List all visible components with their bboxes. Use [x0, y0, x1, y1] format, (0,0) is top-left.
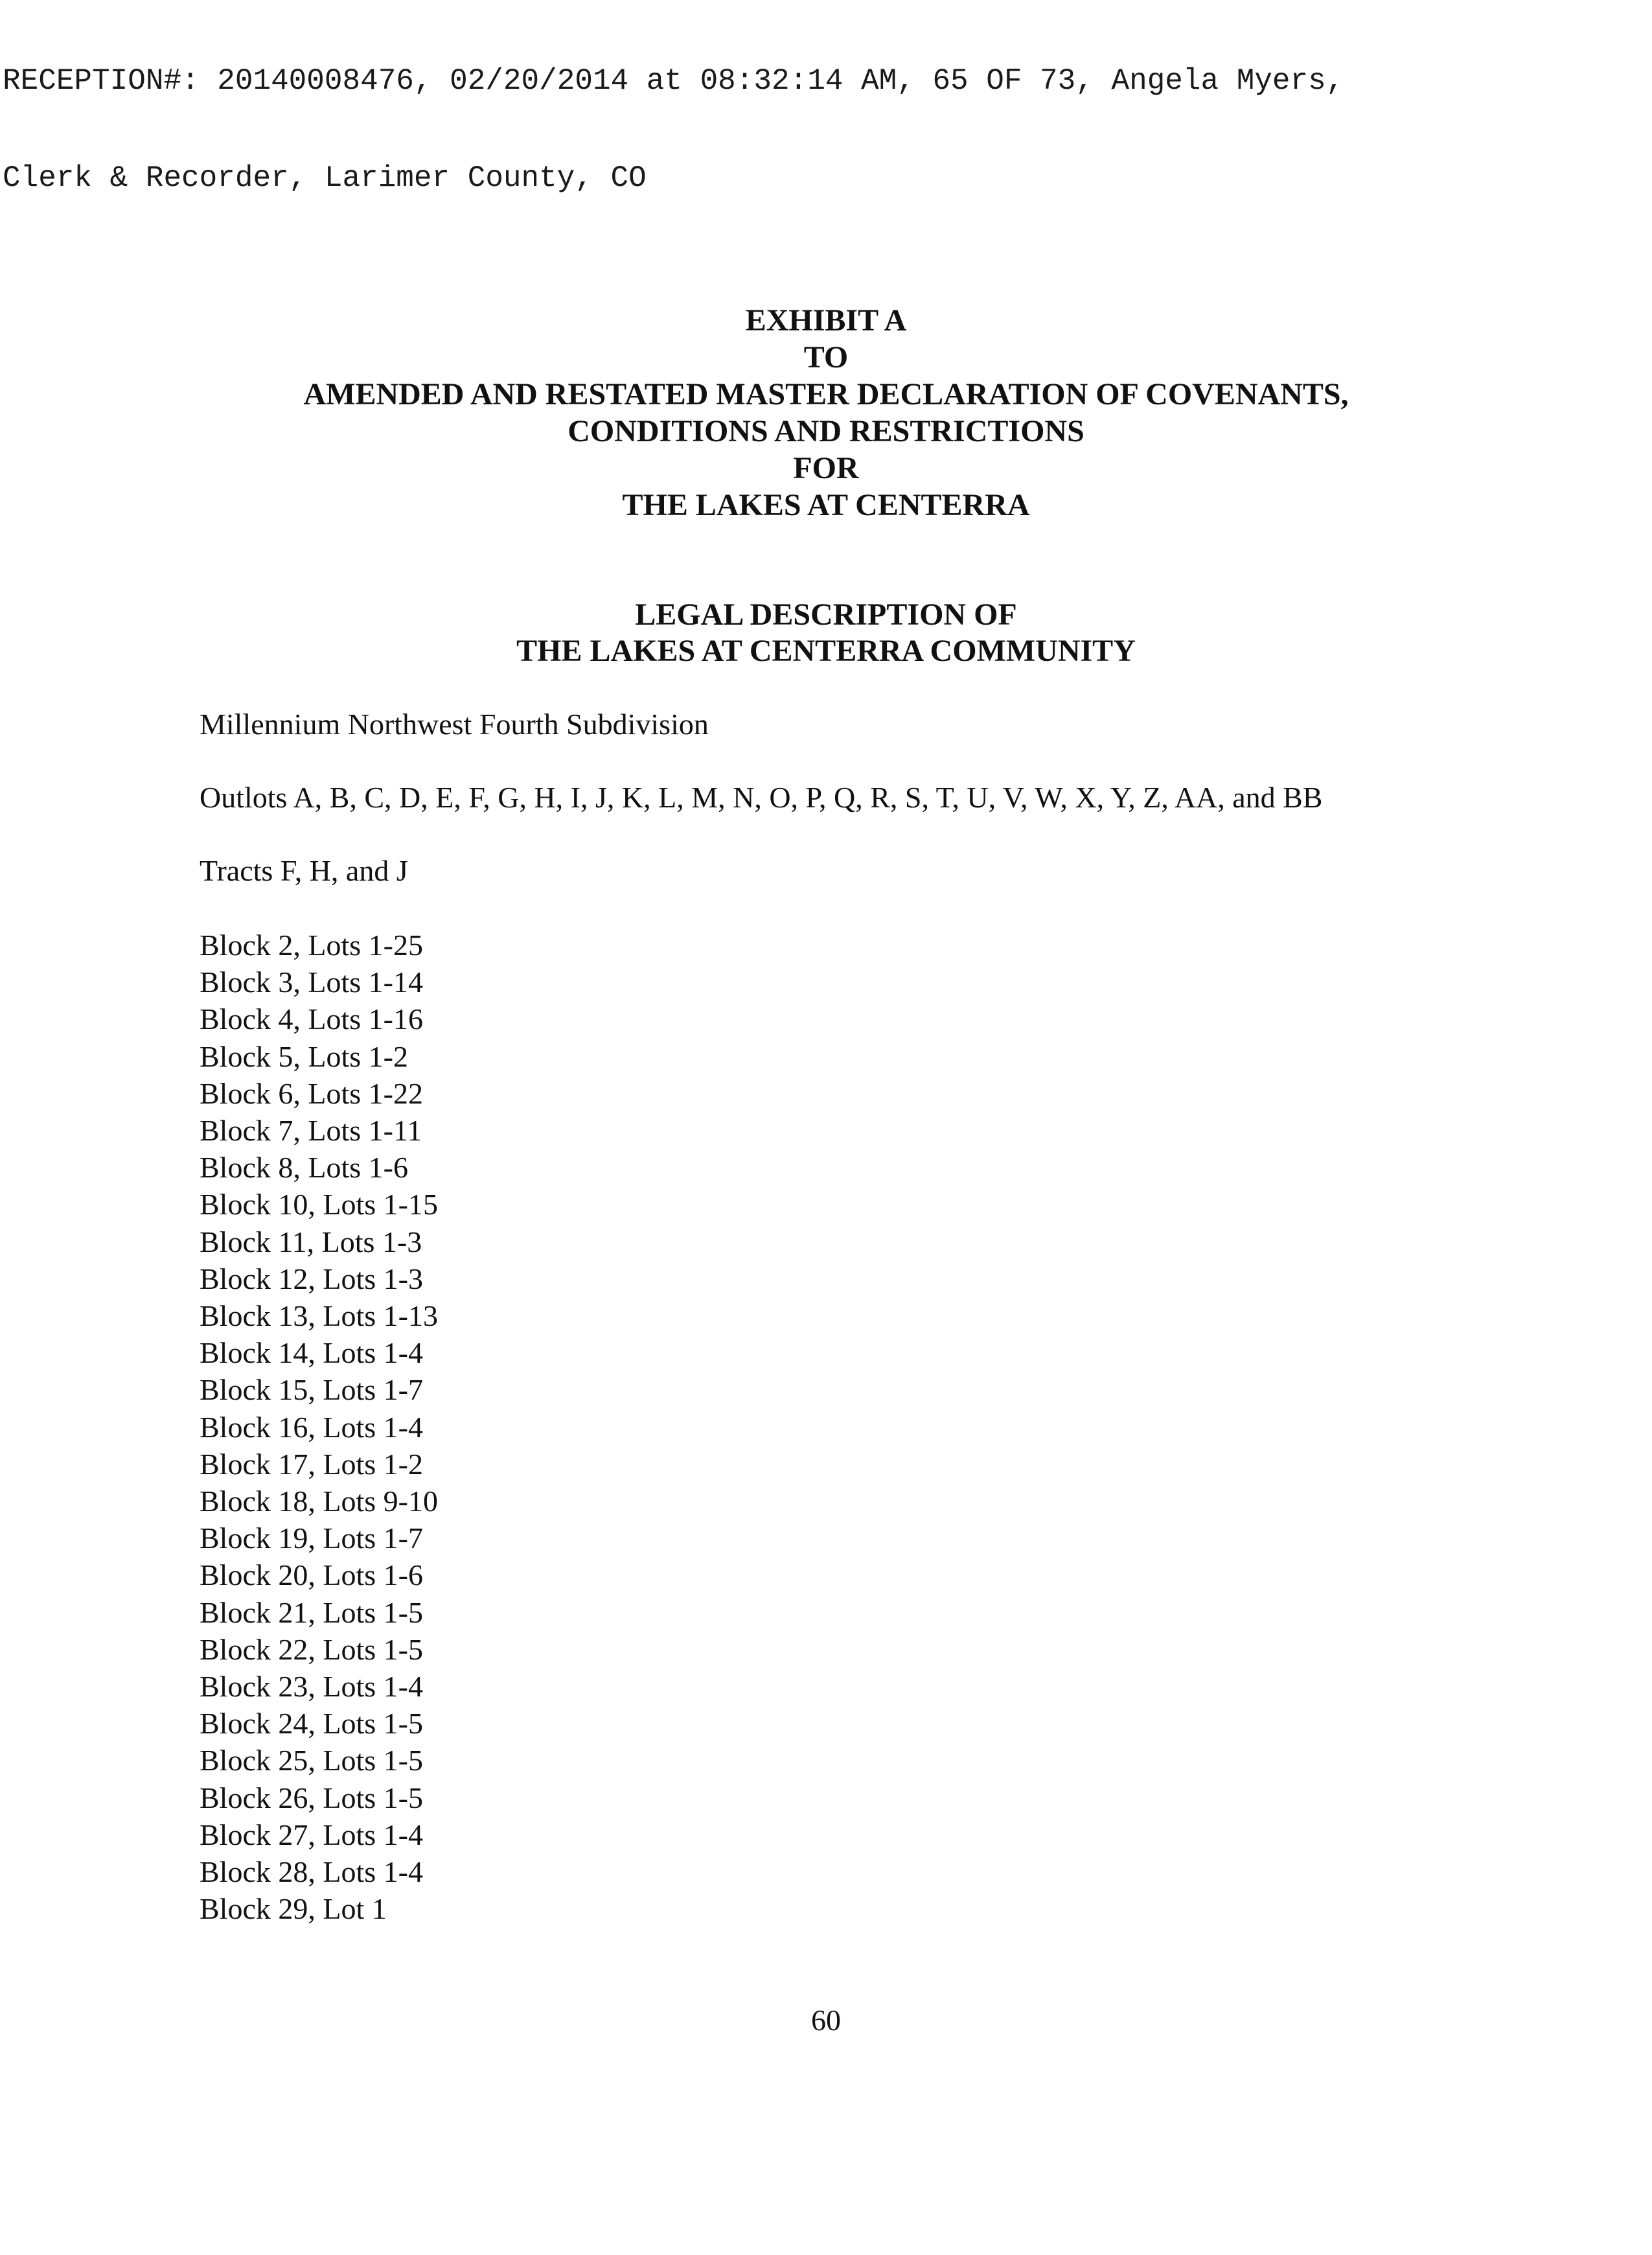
exhibit-title-line-1: EXHIBIT A [745, 303, 907, 338]
exhibit-title-line-6: THE LAKES AT CENTERRA [622, 488, 1030, 522]
block-lot-item: Block 6, Lots 1-22 [200, 1076, 423, 1110]
exhibit-title-line-2: TO [803, 340, 849, 375]
block-lot-item: Block 23, Lots 1-4 [200, 1670, 423, 1704]
block-lot-item: Block 2, Lots 1-25 [200, 929, 423, 962]
block-lot-item: Block 26, Lots 1-5 [200, 1781, 423, 1814]
block-lot-item: Block 3, Lots 1-14 [200, 966, 423, 999]
block-lot-item: Block 12, Lots 1-3 [200, 1262, 423, 1295]
outlots-list: Outlots A, B, C, D, E, F, G, H, I, J, K, L, M, N, O, P, Q, R, S, T, U, V, W, X, Y, Z, AA, and BB [200, 781, 1323, 814]
section-heading-line-2: THE LAKES AT CENTERRA COMMUNITY [516, 634, 1136, 668]
tracts-list: Tracts F, H, and J [200, 854, 408, 887]
exhibit-title [0, 302, 1652, 524]
block-lot-item: Block 20, Lots 1-6 [200, 1558, 423, 1592]
section-heading [0, 597, 1652, 669]
recording-stamp-line-1: RECEPTION#: 20140008476, 02/20/2014 at 08:32:14 AM, 65 OF 73, Angela Myers, [3, 64, 1344, 98]
block-lot-item: Block 15, Lots 1-7 [200, 1373, 423, 1407]
block-lot-item: Block 24, Lots 1-5 [200, 1707, 423, 1740]
exhibit-title-line-3: AMENDED AND RESTATED MASTER DECLARATION OF COVENANTS, [303, 377, 1349, 411]
section-heading-line-1: LEGAL DESCRIPTION OF [635, 597, 1017, 632]
block-lot-item: Block 18, Lots 9-10 [200, 1485, 438, 1518]
block-lot-item: Block 29, Lot 1 [200, 1892, 387, 1926]
block-lot-item: Block 14, Lots 1-4 [200, 1336, 423, 1370]
block-lot-item: Block 19, Lots 1-7 [200, 1521, 423, 1555]
block-lot-item: Block 7, Lots 1-11 [200, 1114, 422, 1148]
exhibit-title-line-5: FOR [793, 451, 859, 485]
block-lot-item: Block 17, Lots 1-2 [200, 1447, 423, 1481]
block-lot-item: Block 5, Lots 1-2 [200, 1039, 408, 1073]
block-lot-list [200, 927, 438, 1927]
block-lot-item: Block 25, Lots 1-5 [200, 1744, 423, 1777]
block-lot-item: Block 22, Lots 1-5 [200, 1632, 423, 1666]
block-lot-item: Block 4, Lots 1-16 [200, 1002, 423, 1036]
block-lot-item: Block 13, Lots 1-13 [200, 1299, 438, 1333]
recording-stamp-line-2: Clerk & Recorder, Larimer County, CO [3, 161, 647, 195]
recording-stamp [3, 0, 1635, 227]
subdivision-name: Millennium Northwest Fourth Subdivision [200, 708, 709, 741]
block-lot-item: Block 8, Lots 1-6 [200, 1151, 408, 1185]
exhibit-title-line-4: CONDITIONS AND RESTRICTIONS [568, 414, 1084, 448]
block-lot-item: Block 28, Lots 1-4 [200, 1855, 423, 1889]
block-lot-item: Block 16, Lots 1-4 [200, 1410, 423, 1444]
page-number: 60 [811, 2004, 841, 2037]
block-lot-item: Block 11, Lots 1-3 [200, 1225, 422, 1258]
block-lot-item: Block 10, Lots 1-15 [200, 1188, 438, 1221]
block-lot-item: Block 27, Lots 1-4 [200, 1818, 423, 1851]
block-lot-item: Block 21, Lots 1-5 [200, 1595, 423, 1629]
